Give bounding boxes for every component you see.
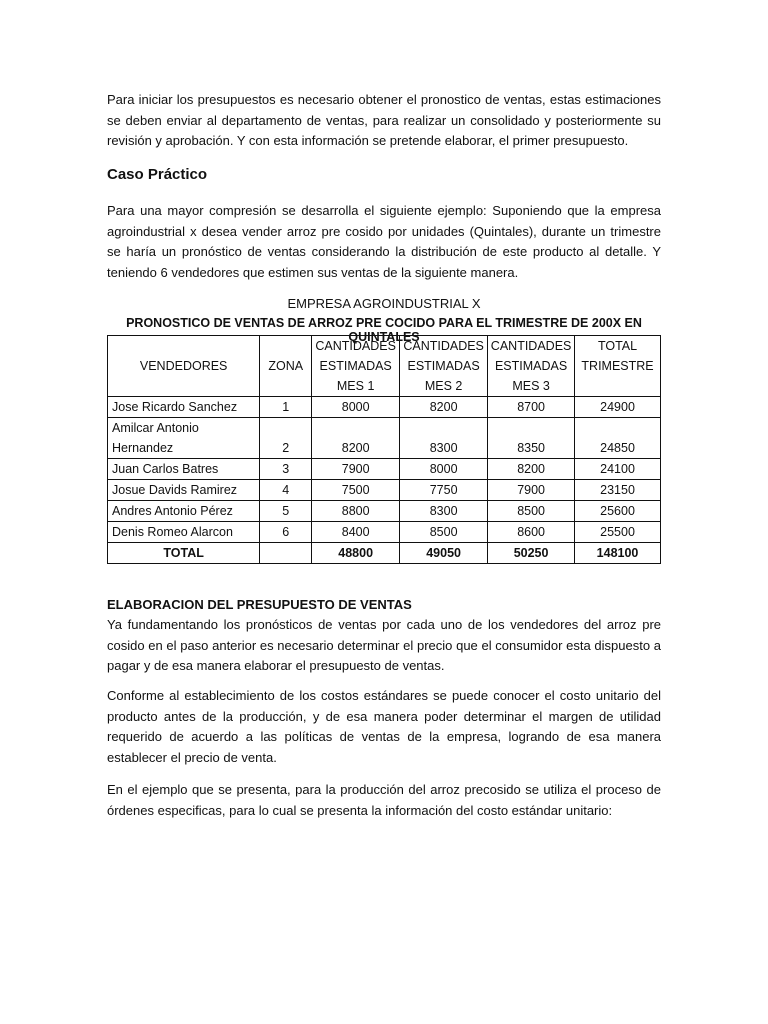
vendor-mes1: 8400 [312,522,400,543]
vendor-mes3: 8200 [488,459,575,480]
vendor-name: Josue Davids Ramirez [108,480,260,501]
table-title: EMPRESA AGROINDUSTRIAL X [287,296,481,311]
table-subtitle: PRONOSTICO DE VENTAS DE ARROZ PRE COCIDO PARA EL TRIMESTRE DE 200X EN QUINTALES [126,316,642,344]
vendor-mes3: 8500 [488,501,575,522]
vendor-name [108,418,260,459]
header-total-line2: TRIMESTRE [581,359,654,373]
table-total-row [108,543,661,564]
table-row [108,418,661,459]
total-mes3: 50250 [488,543,575,564]
total-mes2: 49050 [400,543,488,564]
vendor-mes3: 8700 [488,397,575,418]
header-total [575,336,661,397]
vendor-mes2: 8500 [400,522,488,543]
header-mes2-line2: ESTIMADAS [407,359,480,373]
vendor-mes1: 8000 [312,397,400,418]
elaboracion-paragraph-1: Ya fundamentando los pronósticos de ventas por cada uno de los vendedores del arroz pre cosido en el paso anterior es necesario determinar el precio que el consumidor esta dispuesto a pagar y de esa manera elaborar el presupuesto de ventas. [107,617,661,673]
vendor-mes2: 8000 [400,459,488,480]
header-mes3 [488,336,575,397]
vendor-mes2: 8200 [400,397,488,418]
vendor-mes3: 8350 [488,418,575,459]
table-header-row [108,336,661,397]
sales-forecast-table [107,335,661,564]
header-mes1-line2: ESTIMADAS [319,359,392,373]
header-mes3-line2: ESTIMADAS [494,359,568,373]
vendor-mes2: 8300 [400,418,488,459]
vendor-total: 23150 [575,480,661,501]
table-row [108,501,661,522]
total-trimestre: 148100 [575,543,661,564]
table-row [108,522,661,543]
vendor-mes3: 8600 [488,522,575,543]
vendor-zone: 1 [260,397,312,418]
elaboracion-paragraph-3: En el ejemplo que se presenta, para la producción del arroz precosido se utiliza el proceso de órdenes especificas, para lo cual se presenta la información del costo estándar unitario: [107,782,661,818]
intro-paragraph: Para iniciar los presupuestos es necesario obtener el pronostico de ventas, estas estimaciones se deben enviar al departamento de ventas, para realizar un consolidado y posteriormente su revisión y aprobación. Y con esta información se pretende elaborar, el primer presupuesto. [107,92,661,148]
header-total-line3 [577,376,658,396]
vendor-mes2: 8300 [400,501,488,522]
case-paragraph: Para una mayor compresión se desarrolla el siguiente ejemplo: Suponiendo que la empresa agroindustrial x desea vender arroz pre cosido por unidades (Quintales), durante un trimestre se haría un pronóstico de ventas considerando la distribución de este producto al detalle. Y teniendo 6 vendedores que estimen sus ventas de la siguiente manera. [107,203,661,280]
vendor-total: 25500 [575,522,661,543]
vendor-zone: 2 [260,418,312,459]
vendor-mes1: 8200 [312,418,400,459]
elaboracion-heading: ELABORACION DEL PRESUPUESTO DE VENTAS [107,597,412,612]
header-mes2 [400,336,488,397]
vendor-total: 24900 [575,397,661,418]
table-row [108,459,661,480]
header-mes2-line3: MES 2 [424,379,463,393]
header-mes1-line1: CANTIDADES [315,339,396,353]
total-label: TOTAL [108,543,260,564]
total-zone-empty [260,543,312,564]
vendor-mes1: 7900 [312,459,400,480]
header-mes3-line3: MES 3 [512,379,550,393]
vendor-mes1: 7500 [312,480,400,501]
vendor-zone: 5 [260,501,312,522]
vendor-mes1: 8800 [312,501,400,522]
header-mes2-line1: CANTIDADES [403,339,484,353]
vendor-name: Denis Romeo Alarcon [108,522,260,543]
total-mes1: 48800 [312,543,400,564]
header-mes3-line1: CANTIDADES [490,339,572,353]
vendor-name: Jose Ricardo Sanchez [108,397,260,418]
vendor-name: Andres Antonio Pérez [108,501,260,522]
vendor-total: 24100 [575,459,661,480]
header-mes1-line3: MES 1 [336,379,375,393]
header-zona: ZONA [260,336,312,397]
vendor-zone: 3 [260,459,312,480]
vendor-name: Juan Carlos Batres [108,459,260,480]
header-vendedores: VENDEDORES [108,336,260,397]
header-total-line1: TOTAL [597,339,638,353]
vendor-mes3: 7900 [488,480,575,501]
table-row [108,397,661,418]
table-row [108,480,661,501]
vendor-zone: 4 [260,480,312,501]
vendor-name-line1: Amilcar Antonio [112,421,199,435]
elaboracion-paragraph-2: Conforme al establecimiento de los costos estándares se puede conocer el costo unitario del producto antes de la producción, y de esa manera poder determinar el margen de utilidad requerido de acuerdo a las políticas de ventas de la empresa, logrando de esa manera establecer el precio de venta. [107,688,661,765]
vendor-total: 25600 [575,501,661,522]
vendor-zone: 6 [260,522,312,543]
vendor-name-line2: Hernandez [112,441,174,455]
vendor-mes2: 7750 [400,480,488,501]
case-heading: Caso Práctico [107,166,208,183]
vendor-total: 24850 [575,418,661,459]
header-mes1 [312,336,400,397]
